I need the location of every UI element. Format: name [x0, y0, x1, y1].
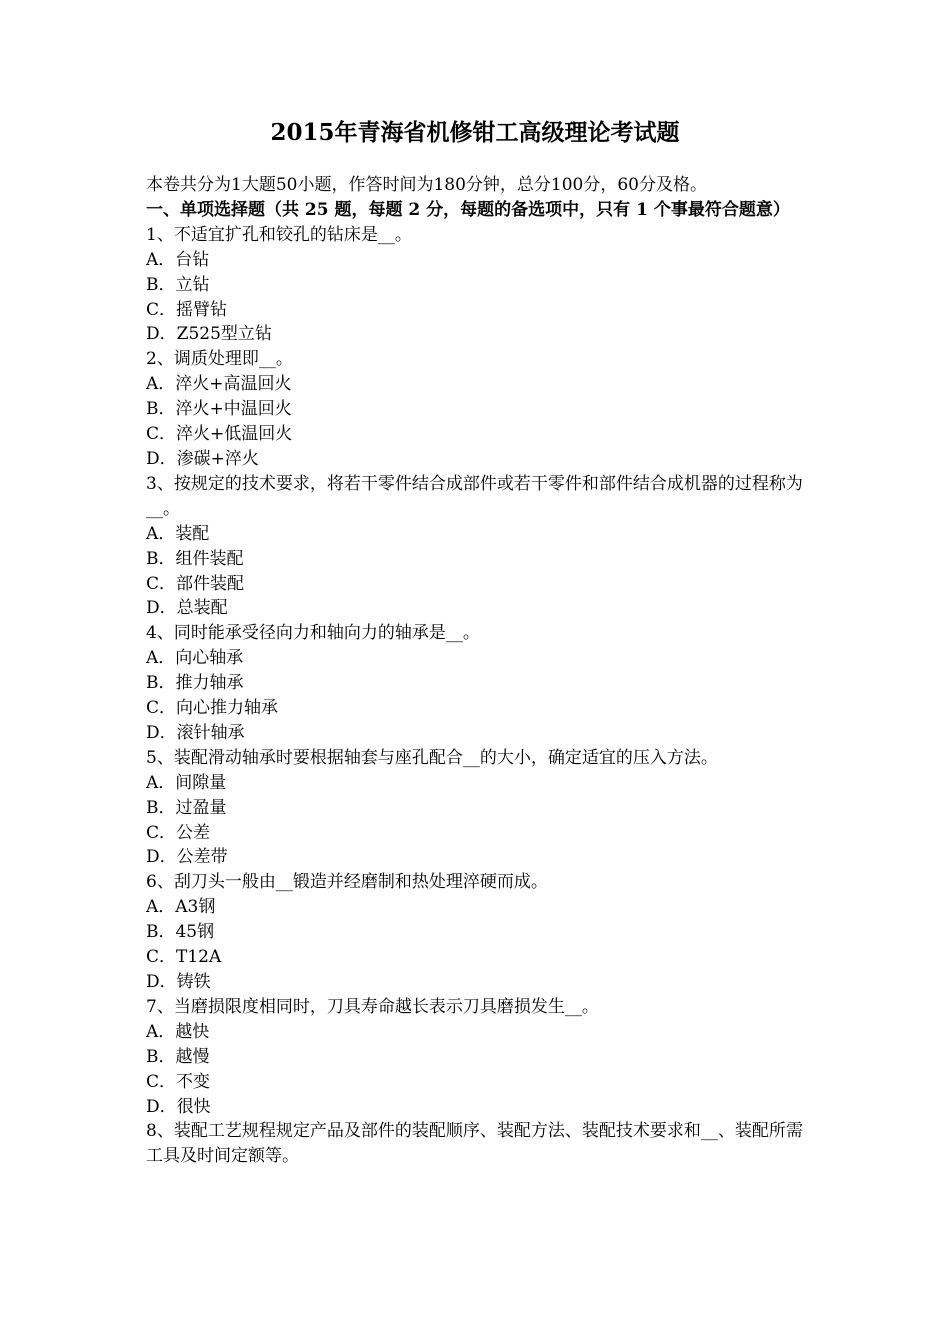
question-stem: 5、装配滑动轴承时要根据轴套与座孔配合__的大小，确定适宜的压入方法。: [146, 747, 718, 768]
question-7: [146, 995, 816, 1120]
option-c: C．淬火+低温回火: [146, 424, 293, 445]
question-stem: 3、按规定的技术要求，将若干零件结合成部件或若干零件和部件结合成机器的过程称为__。: [146, 473, 803, 519]
question-2: [146, 347, 816, 472]
option-d: D．公差带: [146, 847, 228, 868]
option-b: B．组件装配: [146, 548, 244, 569]
option-a: A．装配: [146, 523, 210, 544]
option-a: A．越快: [146, 1021, 210, 1042]
question-1: [146, 223, 816, 348]
question-8: [146, 1119, 816, 1169]
option-d: D．总装配: [146, 598, 228, 619]
option-c: C．T12A: [146, 947, 222, 968]
document-body: [146, 173, 816, 1169]
option-a: A．A3钢: [146, 897, 216, 918]
option-d: D．Z525型立钻: [146, 324, 272, 345]
option-c: C．公差: [146, 822, 211, 843]
option-a: A．向心轴承: [146, 648, 244, 669]
option-c: C．向心推力轴承: [146, 698, 279, 719]
option-d: D．铸铁: [146, 972, 211, 992]
option-b: B．立钻: [146, 274, 210, 295]
option-c: C．不变: [146, 1071, 211, 1092]
option-b: B．过盈量: [146, 797, 227, 818]
question-stem: 1、不适宜扩孔和铰孔的钻床是__。: [146, 224, 412, 245]
option-b: B．淬火+中温回火: [146, 399, 292, 420]
question-6: [146, 870, 816, 995]
option-d: D．滚针轴承: [146, 722, 245, 743]
option-d: D．渗碳+淬火: [146, 448, 259, 469]
question-3: [146, 472, 816, 621]
option-d: D．很快: [146, 1096, 211, 1117]
question-stem: 2、调质处理即__。: [146, 349, 293, 370]
question-stem: 7、当磨损限度相同时，刀具寿命越长表示刀具磨损发生__。: [146, 996, 599, 1017]
question-5: [146, 746, 816, 871]
option-b: B．推力轴承: [146, 673, 244, 694]
section-heading: 一、单项选择题（共 25 题，每题 2 分，每题的备选项中，只有 1 个事最符合题意）: [146, 199, 790, 220]
option-b: B．越慢: [146, 1046, 210, 1067]
document-title: 2015年青海省机修钳工高级理论考试题: [270, 119, 680, 146]
question-4: [146, 621, 816, 746]
option-c: C．部件装配: [146, 573, 245, 594]
intro-text: 本卷共分为1大题50小题，作答时间为180分钟，总分100分，60分及格。: [146, 175, 707, 195]
option-a: A．间隙量: [146, 772, 227, 793]
option-b: B．45钢: [146, 922, 215, 943]
option-a: A．台钻: [146, 249, 210, 270]
question-stem: 8、装配工艺规程规定产品及部件的装配顺序、装配方法、装配技术要求和__、装配所需工具及时间定额等。: [146, 1121, 803, 1167]
question-stem: 4、同时能承受径向力和轴向力的轴承是__。: [146, 623, 480, 644]
question-stem: 6、刮刀头一般由__锻造并经磨制和热处理淬硬而成。: [146, 872, 548, 893]
option-c: C．摇臂钻: [146, 299, 228, 320]
option-a: A．淬火+高温回火: [146, 374, 292, 395]
